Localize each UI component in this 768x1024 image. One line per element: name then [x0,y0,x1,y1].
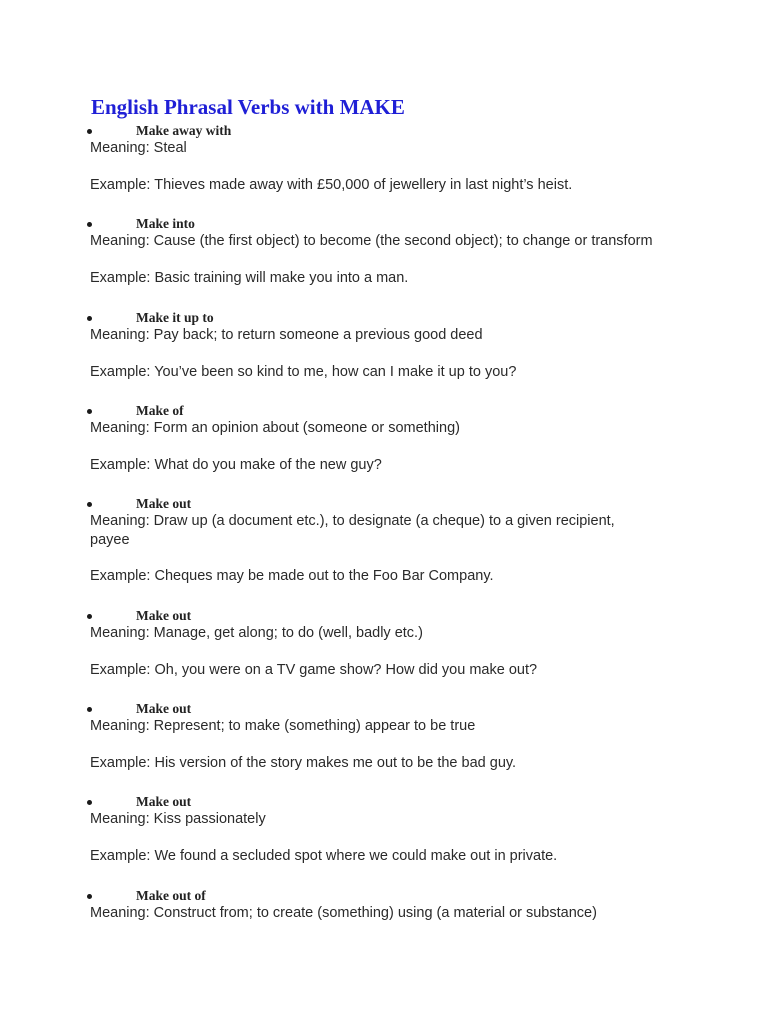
example-text: Example: You’ve been so kind to me, how can I make it up to you? [90,363,517,380]
meaning-text: Meaning: Cause (the first object) to become (the second object); to change or transform [90,233,653,250]
list-item [0,885,768,978]
phrasal-verb-term: Make away with [136,123,232,138]
phrasal-verb-term: Make out [136,607,192,623]
list-item [0,698,768,791]
bullet-icon [87,129,92,134]
meaning-text: Meaning: Manage, get along; to do (well, badly etc.) [90,624,423,641]
example-text: Example: Thieves made away with £50,000 of jewellery in last night’s heist. [90,177,573,193]
list-item [0,605,768,698]
list-item [0,307,768,400]
bullet-icon [87,502,92,507]
phrasal-verb-term: Make out [136,700,192,716]
list-item [0,213,768,306]
phrasal-verb-term: Make of [136,402,184,418]
meaning-text: Meaning: Kiss passionately [90,811,266,828]
phrasal-verb-term: Make out [136,496,192,512]
example-text: Example: Oh, you were on a TV game show? How did you make out? [90,661,538,678]
list-item [0,791,768,884]
list-item [0,400,768,493]
phrasal-verb-term: Make into [136,216,195,232]
phrasal-verb-term: Make out [136,794,192,810]
bullet-icon [87,222,92,227]
bullet-icon [87,409,92,414]
meaning-text: Meaning: Pay back; to return someone a previous good deed [90,326,483,343]
meaning-text: Meaning: Steal [90,140,187,156]
meaning-text: Meaning: Form an opinion about (someone or something) [90,419,460,436]
phrasal-verb-list [0,120,768,978]
list-item [0,120,768,213]
example-text: Example: Cheques may be made out to the Foo Bar Company. [90,568,494,585]
bullet-icon [87,800,92,805]
example-text: Example: Basic training will make you into a man. [90,270,409,287]
bullet-icon [87,707,92,712]
bullet-icon [87,894,92,899]
example-text: Example: We found a secluded spot where we could make out in private. [90,848,558,865]
example-text: Example: What do you make of the new guy? [90,456,382,473]
meaning-text: Meaning: Represent; to make (something) appear to be true [90,717,476,734]
bullet-icon [87,316,92,321]
example-text: Example: His version of the story makes me out to be the bad guy. [90,754,517,771]
phrasal-verb-term: Make out of [136,887,206,903]
page-title: English Phrasal Verbs with MAKE [91,95,405,119]
meaning-text: Meaning: Draw up (a document etc.), to designate (a cheque) to a given recipient, payee [90,513,615,548]
meaning-text: Meaning: Construct from; to create (something) using (a material or substance) [90,904,597,921]
phrasal-verb-term: Make it up to [136,309,214,325]
bullet-icon [87,614,92,619]
list-item [0,493,768,605]
